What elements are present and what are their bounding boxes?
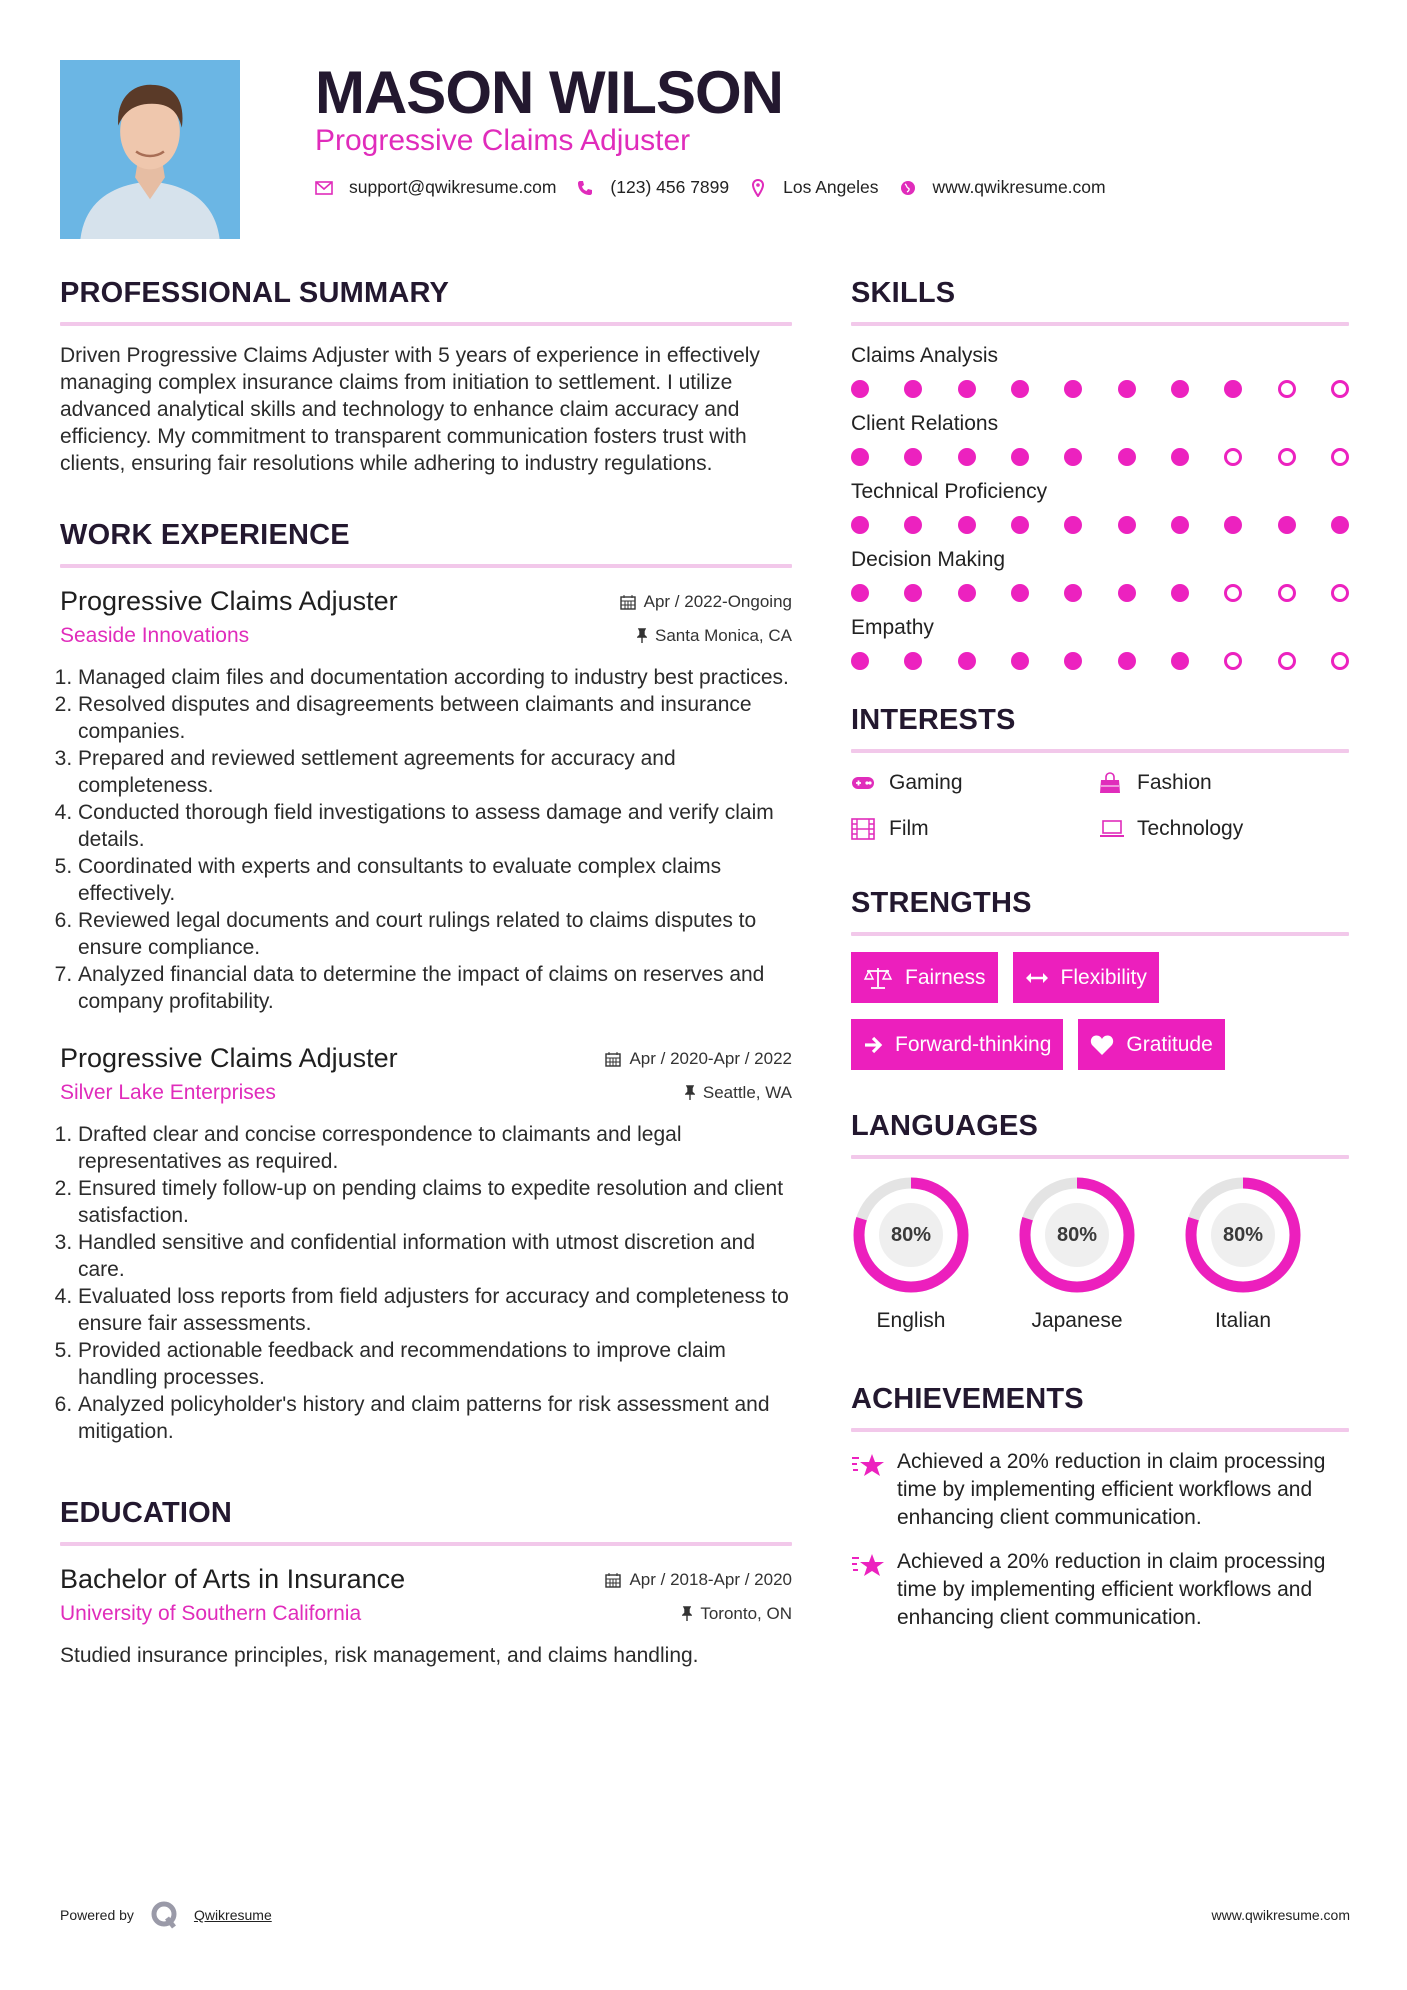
achievements-section bbox=[851, 1381, 1349, 1632]
powered-by-label: Powered by bbox=[60, 1907, 134, 1923]
rating-dot-filled-icon bbox=[1118, 380, 1136, 398]
job-location: Seattle, WA bbox=[702, 1083, 792, 1102]
rating-dot-empty-icon bbox=[1331, 380, 1349, 398]
skill-item bbox=[851, 410, 1349, 466]
language-item bbox=[851, 1175, 971, 1333]
achievement-item bbox=[851, 1448, 1349, 1532]
interest-label: Technology bbox=[1137, 817, 1244, 840]
envelope-icon bbox=[315, 179, 333, 197]
rating-dot-empty-icon bbox=[1331, 448, 1349, 466]
pushpin-icon bbox=[685, 1085, 695, 1101]
language-percent: 80% bbox=[1045, 1203, 1109, 1267]
rating-dot-filled-icon bbox=[1011, 584, 1029, 602]
rating-dot-filled-icon bbox=[1011, 516, 1029, 534]
map-pin-icon bbox=[749, 179, 767, 197]
rating-dot-filled-icon bbox=[904, 652, 922, 670]
rating-dot-filled-icon bbox=[904, 380, 922, 398]
language-name: Japanese bbox=[1031, 1309, 1123, 1332]
rating-dot-filled-icon bbox=[1118, 448, 1136, 466]
rating-dot-filled-icon bbox=[904, 448, 922, 466]
strength-label: Flexibility bbox=[1060, 965, 1147, 989]
section-title-experience: WORK EXPERIENCE bbox=[60, 519, 350, 551]
skill-rating bbox=[851, 652, 1349, 670]
interest-item bbox=[851, 769, 1099, 797]
education-section bbox=[60, 1495, 792, 1669]
languages-list bbox=[851, 1175, 1349, 1333]
rating-dot-filled-icon bbox=[1118, 652, 1136, 670]
interest-label: Gaming bbox=[889, 771, 963, 794]
rating-dot-filled-icon bbox=[1171, 380, 1189, 398]
job-bullet: 4. Evaluated loss reports from field adjusters for accuracy and completeness to ensure fair assessments. bbox=[78, 1283, 792, 1337]
language-name: Italian bbox=[1214, 1309, 1272, 1332]
job-entry bbox=[60, 584, 792, 1015]
education-description: Studied insurance principles, risk management, and claims handling. bbox=[60, 1644, 699, 1667]
phone-icon bbox=[576, 179, 594, 197]
qwikresume-logo-icon bbox=[150, 1900, 180, 1930]
rating-dot-filled-icon bbox=[904, 516, 922, 534]
job-bullet: 1. Drafted clear and concise correspondence to claimants and legal representatives as required. bbox=[78, 1121, 792, 1175]
rating-dot-filled-icon bbox=[1064, 584, 1082, 602]
section-divider bbox=[60, 322, 792, 326]
skill-name: Client Relations bbox=[851, 412, 999, 435]
section-title-achievements: ACHIEVEMENTS bbox=[851, 1383, 1084, 1415]
rating-dot-empty-icon bbox=[1224, 448, 1242, 466]
arrow-right-icon bbox=[863, 1036, 883, 1054]
left-column bbox=[60, 275, 792, 1669]
job-entry bbox=[60, 1041, 792, 1445]
language-item bbox=[1017, 1175, 1137, 1333]
job-bullets bbox=[60, 1121, 792, 1445]
rating-dot-filled-icon bbox=[851, 380, 869, 398]
section-title-strengths: STRENGTHS bbox=[851, 887, 1032, 919]
section-divider bbox=[851, 932, 1349, 936]
rating-dot-filled-icon bbox=[1011, 652, 1029, 670]
job-bullet: 4. Conducted thorough field investigations to assess damage and verify claim details. bbox=[78, 799, 792, 853]
section-title-education: EDUCATION bbox=[60, 1497, 233, 1529]
rating-dot-filled-icon bbox=[1064, 652, 1082, 670]
strength-label: Forward-thinking bbox=[895, 1032, 1052, 1056]
language-progress-ring bbox=[1183, 1175, 1303, 1295]
skill-name: Empathy bbox=[851, 616, 934, 639]
school-name: University of Southern California bbox=[60, 1602, 362, 1625]
shooting-star-icon bbox=[851, 1548, 897, 1632]
strengths-section bbox=[851, 885, 1349, 1070]
job-date: Apr / 2022-Ongoing bbox=[643, 592, 792, 611]
rating-dot-filled-icon bbox=[1064, 516, 1082, 534]
job-company: Seaside Innovations bbox=[60, 624, 250, 647]
language-progress-ring bbox=[851, 1175, 971, 1295]
calendar-icon bbox=[605, 1572, 621, 1588]
rating-dot-filled-icon bbox=[958, 652, 976, 670]
skill-name: Technical Proficiency bbox=[851, 480, 1048, 503]
skills-section bbox=[851, 275, 1349, 670]
rating-dot-filled-icon bbox=[1171, 516, 1189, 534]
job-bullet: 1. Managed claim files and documentation according to industry best practices. bbox=[78, 664, 792, 691]
rating-dot-filled-icon bbox=[904, 584, 922, 602]
rating-dot-filled-icon bbox=[958, 516, 976, 534]
job-bullet: 6. Reviewed legal documents and court rulings related to claims disputes to ensure compliance. bbox=[78, 907, 792, 961]
heart-icon bbox=[1090, 1034, 1114, 1056]
rating-dot-filled-icon bbox=[1064, 448, 1082, 466]
candidate-title: Progressive Claims Adjuster bbox=[315, 124, 691, 157]
rating-dot-filled-icon bbox=[1331, 516, 1349, 534]
language-progress-ring bbox=[1017, 1175, 1137, 1295]
interests-section bbox=[851, 702, 1349, 843]
section-divider bbox=[60, 564, 792, 568]
language-name: English bbox=[876, 1309, 946, 1332]
interests-list bbox=[851, 769, 1349, 843]
calendar-icon bbox=[620, 594, 636, 610]
rating-dot-filled-icon bbox=[851, 652, 869, 670]
strength-badge bbox=[1078, 1019, 1224, 1070]
strength-badge bbox=[851, 952, 998, 1003]
rating-dot-empty-icon bbox=[1278, 652, 1296, 670]
gamepad-icon bbox=[851, 776, 877, 790]
language-percent: 80% bbox=[1211, 1203, 1275, 1267]
skill-item bbox=[851, 342, 1349, 398]
film-icon bbox=[851, 818, 877, 840]
job-location: Santa Monica, CA bbox=[654, 626, 792, 645]
contact-phone[interactable]: (123) 456 7899 bbox=[610, 177, 730, 197]
section-title-languages: LANGUAGES bbox=[851, 1110, 1039, 1142]
section-divider bbox=[851, 1428, 1349, 1432]
rating-dot-filled-icon bbox=[1118, 516, 1136, 534]
rating-dot-empty-icon bbox=[1278, 380, 1296, 398]
rating-dot-filled-icon bbox=[1064, 380, 1082, 398]
job-bullet: 2. Resolved disputes and disagreements between claimants and insurance companies. bbox=[78, 691, 792, 745]
skill-rating bbox=[851, 380, 1349, 398]
skill-rating bbox=[851, 516, 1349, 534]
rating-dot-filled-icon bbox=[1224, 380, 1242, 398]
interest-item bbox=[1099, 769, 1347, 797]
rating-dot-filled-icon bbox=[1011, 448, 1029, 466]
rating-dot-filled-icon bbox=[1171, 584, 1189, 602]
balance-scale-icon bbox=[863, 966, 893, 990]
skill-item bbox=[851, 478, 1349, 534]
section-title-interests: INTERESTS bbox=[851, 704, 1016, 736]
section-divider bbox=[851, 322, 1349, 326]
contact-email[interactable]: support@qwikresume.com bbox=[349, 177, 557, 197]
right-column bbox=[851, 275, 1349, 1648]
job-date: Apr / 2020-Apr / 2022 bbox=[629, 1049, 792, 1068]
job-bullet: 5. Provided actionable feedback and recommendations to improve claim handling processes. bbox=[78, 1337, 792, 1391]
rating-dot-empty-icon bbox=[1278, 448, 1296, 466]
achievement-text: Achieved a 20% reduction in claim processing time by implementing efficient workflows and enhancing client communication. bbox=[897, 1450, 1326, 1529]
rating-dot-filled-icon bbox=[958, 584, 976, 602]
shooting-star-icon bbox=[851, 1448, 897, 1532]
skill-rating bbox=[851, 584, 1349, 602]
pushpin-icon bbox=[682, 1606, 692, 1622]
job-bullet: 3. Prepared and reviewed settlement agreements for accuracy and completeness. bbox=[78, 745, 792, 799]
contact-website[interactable]: www.qwikresume.com bbox=[932, 177, 1106, 197]
degree: Bachelor of Arts in Insurance bbox=[60, 1564, 406, 1594]
experience-section bbox=[60, 517, 792, 1445]
skill-name: Decision Making bbox=[851, 548, 1006, 571]
summary-text: Driven Progressive Claims Adjuster with 5 years of experience in effectively managing complex insurance claims from initiation to settlement. I utilize advanced analytical skills and technology to enhance claim accuracy and efficiency. My commitment to transparent communication fosters trust with clients, ensuring fair resolutions while adhering to industry regulations. bbox=[60, 344, 760, 475]
job-role: Progressive Claims Adjuster bbox=[60, 586, 398, 616]
education-date: Apr / 2018-Apr / 2020 bbox=[629, 1570, 792, 1589]
section-title-summary: PROFESSIONAL SUMMARY bbox=[60, 277, 450, 309]
profile-photo bbox=[60, 60, 240, 239]
skill-item bbox=[851, 546, 1349, 602]
strength-label: Gratitude bbox=[1126, 1032, 1213, 1056]
section-divider bbox=[60, 1542, 792, 1546]
qwikresume-link[interactable]: Qwikresume bbox=[193, 1907, 272, 1923]
globe-icon bbox=[899, 179, 917, 197]
rating-dot-filled-icon bbox=[851, 448, 869, 466]
strength-label: Fairness bbox=[905, 965, 986, 989]
achievement-text: Achieved a 20% reduction in claim processing time by implementing efficient workflows and enhancing client communication. bbox=[897, 1550, 1326, 1629]
interest-label: Fashion bbox=[1137, 771, 1212, 794]
section-divider bbox=[851, 749, 1349, 753]
section-divider bbox=[851, 1155, 1349, 1159]
arrows-horizontal-icon bbox=[1025, 971, 1049, 985]
interest-item bbox=[1099, 815, 1347, 843]
job-role: Progressive Claims Adjuster bbox=[60, 1043, 398, 1073]
rating-dot-filled-icon bbox=[1171, 448, 1189, 466]
footer-url[interactable]: www.qwikresume.com bbox=[1211, 1907, 1350, 1923]
rating-dot-filled-icon bbox=[851, 584, 869, 602]
rating-dot-filled-icon bbox=[958, 380, 976, 398]
language-item bbox=[1183, 1175, 1303, 1333]
strengths-list bbox=[851, 952, 1349, 1070]
rating-dot-filled-icon bbox=[1171, 652, 1189, 670]
rating-dot-filled-icon bbox=[958, 448, 976, 466]
contact-location: Los Angeles bbox=[783, 177, 879, 197]
laptop-icon bbox=[1099, 819, 1125, 839]
skill-name: Claims Analysis bbox=[851, 344, 999, 367]
interest-item bbox=[851, 815, 1099, 843]
shopping-bag-icon bbox=[1099, 772, 1125, 794]
rating-dot-empty-icon bbox=[1224, 584, 1242, 602]
job-company: Silver Lake Enterprises bbox=[60, 1081, 276, 1104]
rating-dot-filled-icon bbox=[1118, 584, 1136, 602]
skills-list bbox=[851, 342, 1349, 670]
job-bullet: 7. Analyzed financial data to determine the impact of claims on reserves and company profitability. bbox=[78, 961, 792, 1015]
rating-dot-empty-icon bbox=[1278, 584, 1296, 602]
rating-dot-filled-icon bbox=[1278, 516, 1296, 534]
rating-dot-empty-icon bbox=[1224, 652, 1242, 670]
footer-powered-by bbox=[60, 1900, 272, 1930]
section-title-skills: SKILLS bbox=[851, 277, 956, 309]
calendar-icon bbox=[605, 1051, 621, 1067]
achievement-item bbox=[851, 1548, 1349, 1632]
skill-rating bbox=[851, 448, 1349, 466]
strength-badge bbox=[851, 1019, 1063, 1070]
resume-header bbox=[60, 60, 1350, 240]
strength-badge bbox=[1013, 952, 1159, 1003]
person-portrait-icon bbox=[60, 60, 240, 239]
job-bullet: 3. Handled sensitive and confidential information with utmost discretion and care. bbox=[78, 1229, 792, 1283]
interest-label: Film bbox=[889, 817, 929, 840]
job-bullet: 2. Ensured timely follow-up on pending claims to expedite resolution and client satisfaction. bbox=[78, 1175, 792, 1229]
job-bullet: 5. Coordinated with experts and consultants to evaluate complex claims effectively. bbox=[78, 853, 792, 907]
language-percent: 80% bbox=[879, 1203, 943, 1267]
education-location: Toronto, ON bbox=[700, 1604, 792, 1623]
summary-section bbox=[60, 275, 792, 477]
rating-dot-filled-icon bbox=[1224, 516, 1242, 534]
job-bullet: 6. Analyzed policyholder's history and claim patterns for risk assessment and mitigation. bbox=[78, 1391, 792, 1445]
contact-row bbox=[315, 177, 1126, 198]
job-bullets bbox=[60, 664, 792, 1015]
rating-dot-empty-icon bbox=[1331, 652, 1349, 670]
skill-item bbox=[851, 614, 1349, 670]
rating-dot-filled-icon bbox=[1011, 380, 1029, 398]
candidate-name: MASON WILSON bbox=[315, 59, 783, 126]
languages-section bbox=[851, 1108, 1349, 1333]
rating-dot-empty-icon bbox=[1331, 584, 1349, 602]
rating-dot-filled-icon bbox=[851, 516, 869, 534]
pushpin-icon bbox=[637, 628, 647, 644]
